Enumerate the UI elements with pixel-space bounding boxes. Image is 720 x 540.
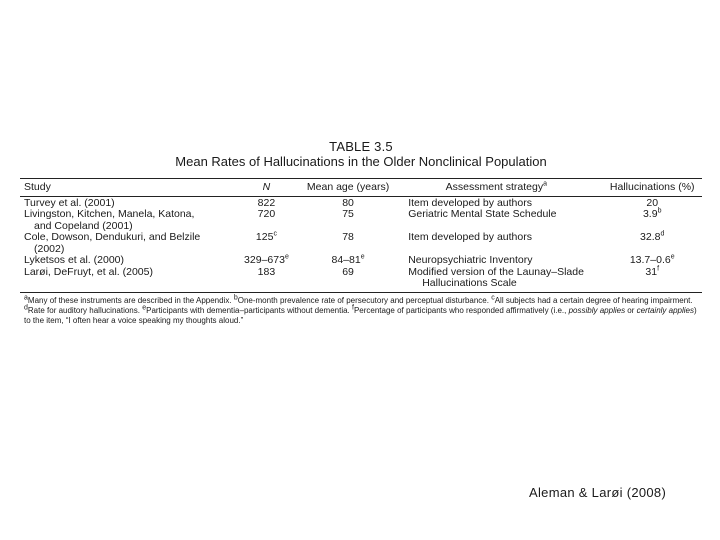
footnote-c: All subjects had a certain degree of hearing impairment. <box>494 295 693 305</box>
footnote-e: Participants with dementia–participants without dementia. <box>146 305 352 315</box>
footnote-marker-a: a <box>24 293 28 301</box>
study-cell: Larøi, DeFruyt, et al. (2005) <box>24 265 153 278</box>
study-cell-continued: (2002) <box>34 242 65 255</box>
footnote-marker: e <box>360 253 365 261</box>
header-row <box>20 179 702 196</box>
n-value: 822 <box>257 196 276 209</box>
hallucinations-value: 3.9 <box>642 208 658 220</box>
table-row <box>20 267 702 279</box>
age-cell: 78 <box>342 231 354 243</box>
hallucinations-value: 32.8 <box>640 231 661 243</box>
table-container <box>20 139 702 326</box>
footnote-f-italic-2: certainly applies <box>636 305 695 315</box>
footnote-f-cont: or <box>625 305 637 315</box>
table-row-continuation <box>20 278 702 290</box>
n-cell: 720 <box>257 208 276 220</box>
study-cell: Lyketsos et al. (2000) <box>24 254 124 266</box>
footnote-marker: d <box>660 230 665 238</box>
footnote-a: Many of these instruments are described in the Appendix. <box>27 295 234 305</box>
footnote-b: One-month prevalence rate of persecutory and perceptual disturbance. <box>237 295 492 305</box>
header-assessment-label: Assessment strategy <box>445 181 544 193</box>
table-row <box>20 209 702 221</box>
footnote-marker-d: d <box>24 303 28 311</box>
study-cell: Livingston, Kitchen, Manela, Katona, <box>24 208 195 220</box>
table-row <box>20 255 702 267</box>
footnote-marker: b <box>657 207 662 215</box>
n-value: 125 <box>255 231 274 243</box>
age-cell: 69 <box>342 265 354 278</box>
hallucinations-cell: 20 <box>646 196 659 209</box>
study-cell: Cole, Dowson, Dendukuri, and Belzile <box>24 231 201 243</box>
study-cell-continued: and Copeland (2001) <box>34 219 133 232</box>
assessment-cell: Geriatric Mental State Schedule <box>408 208 557 220</box>
study-cell: Turvey et al. (2001) <box>24 196 115 209</box>
hallucination-rates-table <box>20 179 702 290</box>
hallucinations-value: 13.7–0.6 <box>629 254 671 266</box>
table-caption: Mean Rates of Hallucinations in the Older Nonclinical Population <box>175 154 547 169</box>
footnote-f: Percentage of participants who responded affirmatively (i.e., <box>353 305 569 315</box>
hallucinations-cell <box>602 209 702 221</box>
footnote-f-end: ) to the item, “I often hear a voice speaking my thoughts aloud.” <box>24 305 697 325</box>
footnote-marker-e: e <box>142 303 147 311</box>
age-cell: 80 <box>342 196 354 209</box>
n-cell <box>229 232 304 244</box>
table-footnotes <box>20 293 702 326</box>
footnote-marker: f <box>657 265 660 272</box>
header-study: Study <box>24 181 51 193</box>
footnote-marker: e <box>284 253 289 261</box>
header-mean-age: Mean age (years) <box>306 181 390 193</box>
footnote-f-italic-1: possibly applies <box>568 305 626 315</box>
table-number: TABLE 3.5 <box>329 139 393 154</box>
n-cell <box>229 255 304 267</box>
hallucinations-cell <box>602 232 702 244</box>
n-cell: 183 <box>257 265 276 278</box>
hallucinations-cell <box>602 267 702 279</box>
footnote-marker: c <box>273 230 277 238</box>
assessment-cell-continued: Hallucinations Scale <box>422 277 517 289</box>
footnote-d: Rate for auditory hallucinations. <box>27 305 143 315</box>
header-hallucinations: Hallucinations (%) <box>609 181 695 193</box>
n-value: 329–673 <box>244 254 285 266</box>
footnote-marker-f: f <box>352 303 354 311</box>
age-cell: 75 <box>342 208 354 220</box>
footnote-marker-c: c <box>491 293 495 301</box>
assessment-cell: Neuropsychiatric Inventory <box>408 254 533 266</box>
assessment-cell: Item developed by authors <box>408 231 532 243</box>
table-row <box>20 232 702 244</box>
hallucinations-value: 31 <box>645 265 658 278</box>
header-n: N <box>262 181 271 193</box>
age-cell <box>304 255 392 267</box>
age-value: 84–81 <box>331 254 361 266</box>
slide-citation: Aleman & Larøi (2008) <box>529 485 667 500</box>
footnote-marker: a <box>543 180 547 188</box>
footnote-marker-b: b <box>233 293 238 301</box>
assessment-cell: Modified version of the Launay–Slade <box>408 265 584 278</box>
assessment-cell: Item developed by authors <box>408 196 532 209</box>
header-assessment <box>392 179 602 196</box>
footnote-marker: e <box>670 253 675 261</box>
